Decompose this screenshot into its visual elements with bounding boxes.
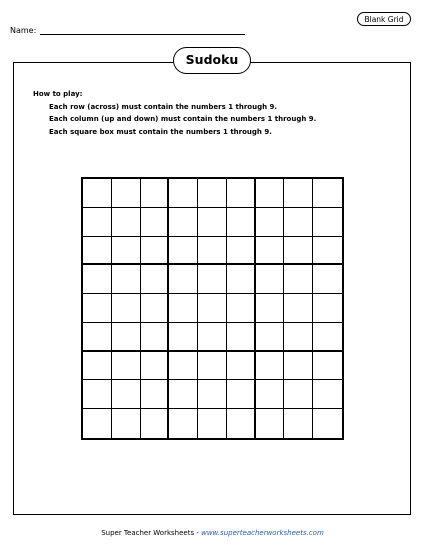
grid-cell[interactable]: [198, 323, 227, 352]
grid-cell[interactable]: [227, 294, 256, 323]
grid-cell[interactable]: [112, 380, 141, 409]
grid-cell[interactable]: [141, 352, 170, 381]
grid-cell[interactable]: [83, 323, 112, 352]
grid-cell[interactable]: [313, 294, 342, 323]
grid-cell[interactable]: [198, 352, 227, 381]
grid-cell[interactable]: [256, 265, 285, 294]
grid-cell[interactable]: [83, 380, 112, 409]
grid-cell[interactable]: [313, 179, 342, 208]
grid-cell[interactable]: [284, 294, 313, 323]
grid-cell[interactable]: [169, 380, 198, 409]
name-label: Name:: [10, 26, 37, 35]
grid-cell[interactable]: [112, 265, 141, 294]
grid-cell[interactable]: [227, 380, 256, 409]
instructions: [33, 88, 316, 138]
sudoku-grid: [81, 177, 344, 440]
grid-cell[interactable]: [83, 179, 112, 208]
grid-cell[interactable]: [112, 294, 141, 323]
grid-cell[interactable]: [284, 179, 313, 208]
grid-cell[interactable]: [169, 237, 198, 266]
grid-cell[interactable]: [198, 294, 227, 323]
grid-cell[interactable]: [313, 409, 342, 438]
grid-cell[interactable]: [198, 265, 227, 294]
grid-cell[interactable]: [256, 352, 285, 381]
grid-cell[interactable]: [112, 208, 141, 237]
grid-cell[interactable]: [284, 323, 313, 352]
grid-cell[interactable]: [313, 265, 342, 294]
rule-row: Each row (across) must contain the numbers 1 through 9.: [49, 102, 278, 111]
grid-cell[interactable]: [284, 208, 313, 237]
blank-grid-badge: Blank Grid: [357, 12, 411, 26]
grid-cell[interactable]: [227, 352, 256, 381]
grid-cell[interactable]: [227, 208, 256, 237]
grid-cell[interactable]: [169, 352, 198, 381]
grid-cell[interactable]: [169, 323, 198, 352]
grid-cell[interactable]: [169, 265, 198, 294]
grid-cell[interactable]: [227, 323, 256, 352]
grid-cell[interactable]: [313, 237, 342, 266]
name-line[interactable]: [40, 25, 245, 35]
grid-cell[interactable]: [256, 237, 285, 266]
grid-cell[interactable]: [284, 265, 313, 294]
footer: [0, 529, 425, 537]
grid-cell[interactable]: [83, 352, 112, 381]
grid-cell[interactable]: [198, 409, 227, 438]
grid-cell[interactable]: [313, 208, 342, 237]
grid-cell[interactable]: [112, 352, 141, 381]
grid-cell[interactable]: [198, 380, 227, 409]
grid-cell[interactable]: [83, 409, 112, 438]
grid-cell[interactable]: [141, 208, 170, 237]
grid-cell[interactable]: [141, 323, 170, 352]
instructions-heading: How to play:: [33, 90, 83, 98]
grid-cell[interactable]: [169, 179, 198, 208]
grid-cell[interactable]: [112, 237, 141, 266]
grid-cell[interactable]: [227, 409, 256, 438]
grid-cell[interactable]: [83, 265, 112, 294]
footer-brand: Super Teacher Worksheets: [101, 529, 195, 537]
grid-cell[interactable]: [256, 409, 285, 438]
grid-cell[interactable]: [112, 323, 141, 352]
grid-cell[interactable]: [83, 208, 112, 237]
page-title: Sudoku: [173, 47, 251, 74]
grid-cell[interactable]: [313, 352, 342, 381]
grid-cell[interactable]: [169, 409, 198, 438]
footer-separator: -: [194, 529, 202, 537]
grid-cell[interactable]: [83, 237, 112, 266]
grid-cell[interactable]: [141, 294, 170, 323]
grid-cell[interactable]: [198, 208, 227, 237]
rule-column: Each column (up and down) must contain the numbers 1 through 9.: [49, 115, 317, 123]
grid-cell[interactable]: [284, 352, 313, 381]
grid-cell[interactable]: [256, 208, 285, 237]
grid-cell[interactable]: [141, 237, 170, 266]
grid-cell[interactable]: [256, 323, 285, 352]
rule-box: Each square box must contain the numbers 1 through 9.: [49, 127, 272, 136]
grid-cell[interactable]: [313, 380, 342, 409]
name-field: [10, 25, 245, 35]
grid-cell[interactable]: [169, 294, 198, 323]
grid-cell[interactable]: [112, 179, 141, 208]
grid-cell[interactable]: [141, 409, 170, 438]
grid-cell[interactable]: [169, 208, 198, 237]
grid-cell[interactable]: [198, 237, 227, 266]
grid-cell[interactable]: [141, 380, 170, 409]
grid-cell[interactable]: [256, 294, 285, 323]
grid-cell[interactable]: [284, 409, 313, 438]
grid-cell[interactable]: [198, 179, 227, 208]
grid-cell[interactable]: [227, 265, 256, 294]
footer-link[interactable]: www.superteacherworksheets.com: [201, 529, 324, 537]
grid-cell[interactable]: [141, 179, 170, 208]
grid-cell[interactable]: [256, 179, 285, 208]
grid-cell[interactable]: [83, 294, 112, 323]
grid-cell[interactable]: [227, 179, 256, 208]
grid-cell[interactable]: [112, 409, 141, 438]
grid-cell[interactable]: [313, 323, 342, 352]
grid-cell[interactable]: [284, 237, 313, 266]
grid-cell[interactable]: [284, 380, 313, 409]
grid-cell[interactable]: [141, 265, 170, 294]
grid-cell[interactable]: [227, 237, 256, 266]
grid-cell[interactable]: [256, 380, 285, 409]
